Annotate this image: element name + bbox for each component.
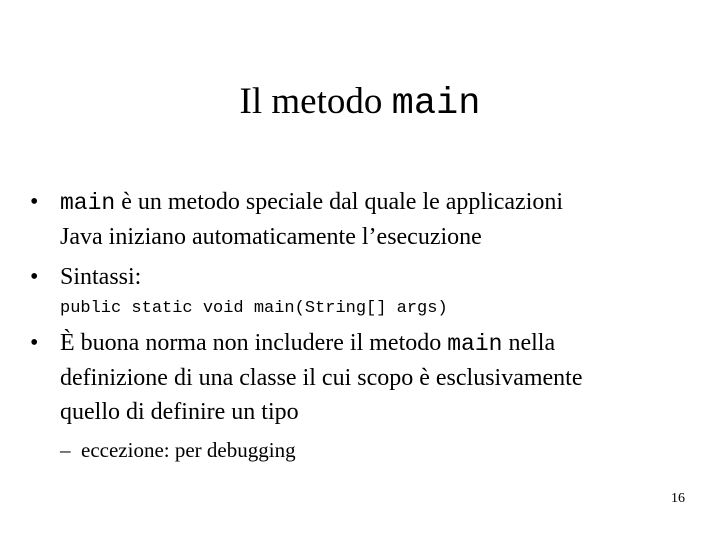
bullet-line: Java iniziano automaticamente l’esecuzione — [60, 224, 482, 250]
slide-title-text: Il metodo — [239, 81, 392, 122]
inline-code: main — [447, 331, 503, 357]
bullet-dot: • — [30, 330, 39, 356]
syntax-code: public static void main(String[] args) — [60, 299, 448, 318]
bullet-line — [60, 326, 700, 361]
slide-title — [0, 80, 720, 126]
bullet-text — [60, 260, 700, 294]
sub-bullet-text: eccezione: per debugging — [81, 438, 296, 462]
bullet-text-segment: nella — [502, 330, 556, 356]
bullet-text — [60, 326, 700, 429]
bullet-text-segment: È buona norma non includere il metodo — [60, 330, 448, 356]
bullet-dot: • — [30, 264, 39, 290]
bullet-dot: • — [30, 189, 39, 215]
bullet-text — [60, 185, 700, 254]
bullet-line: definizione di una classe il cui scopo è esclusivamente — [60, 365, 583, 391]
sub-bullet — [60, 436, 296, 464]
page-number: 16 — [671, 491, 685, 506]
bullet-line: Sintassi: — [60, 264, 142, 290]
bullet-text-segment: è un metodo speciale dal quale le applicazioni — [115, 189, 564, 215]
slide-title-code: main — [391, 83, 481, 125]
sub-bullet-dash: – — [60, 438, 71, 462]
bullet-line — [60, 185, 700, 220]
inline-code: main — [60, 190, 116, 216]
bullet-line: quello di definire un tipo — [60, 399, 299, 425]
